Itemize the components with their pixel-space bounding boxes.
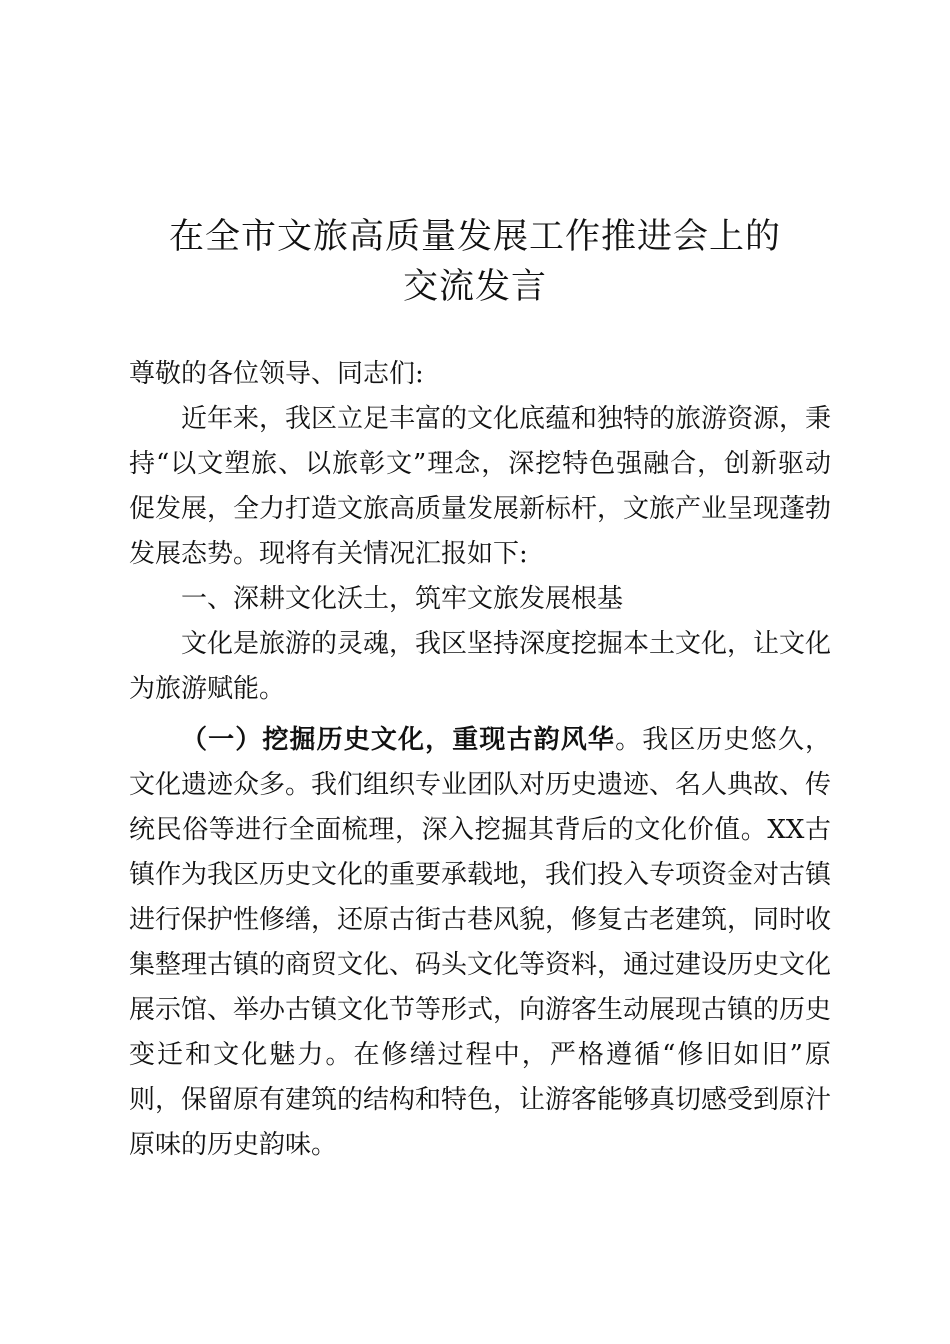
- section-1-intro: 文化是旅游的灵魂，我区坚持深度挖掘本土文化，让文化为旅游赋能。: [129, 629, 832, 704]
- salutation: 尊敬的各位领导、同志们:: [129, 359, 424, 389]
- intro-paragraph: 近年来，我区立足丰富的文化底蕴和独特的旅游资源，秉持“以文塑旅、以旅彰文”理念，深挖特色强融合，创新驱动促发展，全力打造文旅高质量发展新标杆，文旅产业呈现蓬勃发展态势。现将有关情况汇报如下:: [129, 404, 832, 569]
- subsection-1-heading: （一）挖掘历史文化，重现古韵风华: [181, 725, 616, 755]
- title-line-1: 在全市文旅高质量发展工作推进会上的: [168, 217, 781, 257]
- document-body: [129, 352, 831, 1168]
- section-1-heading: 一、深耕文化沃土，筑牢文旅发展根基: [181, 584, 624, 614]
- document-title: [120, 212, 830, 312]
- title-line-2: 交流发言: [402, 267, 547, 307]
- subsection-1-paragraph: [129, 718, 831, 1168]
- subsection-1-body: 。我区历史悠久，文化遗迹众多。我们组织专业团队对历史遗迹、名人典故、传统民俗等进行全面梳理，深入挖掘其背后的文化价值。XX古镇作为我区历史文化的重要承载地，我们投入专项资金对古镇进行保护性修缮，还原古街古巷风貌，修复古老建筑，同时收集整理古镇的商贸文化、码头文化等资料，通过建设历史文化展示馆、举办古镇文化节等形式，向游客生动展现古镇的历史变迁和文化魅力。在修缮过程中，严格遵循“修旧如旧”原则，保留原有建筑的结构和特色，让游客能够真切感受到原汁原味的历史韵味。: [129, 725, 832, 1160]
